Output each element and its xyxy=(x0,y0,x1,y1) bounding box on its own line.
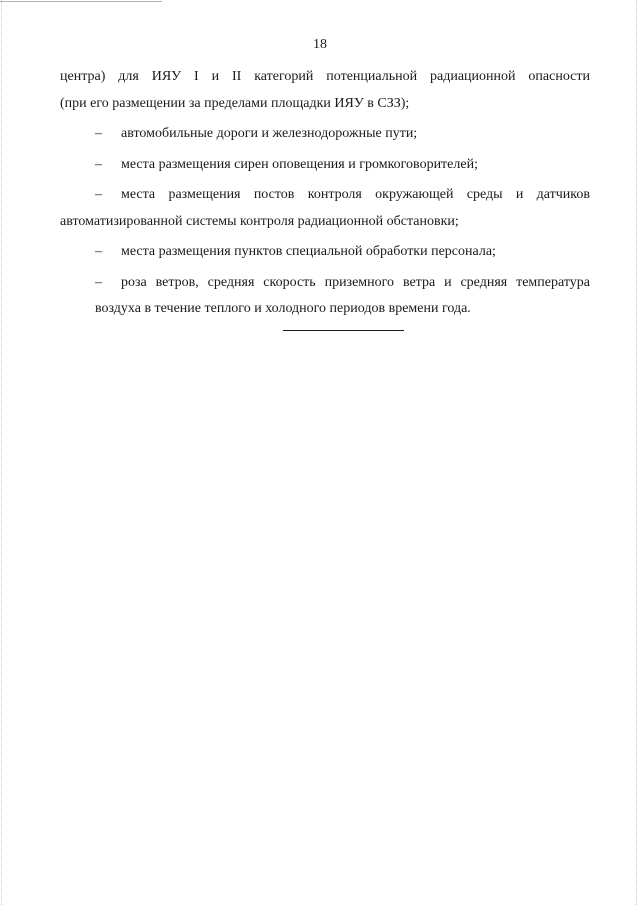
scan-edge-left xyxy=(1,0,2,905)
text-line: роза ветров, средняя скорость приземного ветра и средняя температура xyxy=(121,274,590,290)
list-item-sirens xyxy=(60,152,590,179)
list-item-wind-rose xyxy=(60,270,590,323)
list-item-decontamination xyxy=(60,239,590,266)
dash-marker: – xyxy=(95,156,102,172)
text-line: воздуха в течение теплого и холодного периодов времени года. xyxy=(95,301,471,316)
dash-marker: – xyxy=(95,244,102,259)
list-item-monitoring-posts xyxy=(60,182,590,235)
text-line: места размещения пунктов специальной обработки персонала; xyxy=(121,244,496,259)
text-line: центра) для ИЯУ I и II категорий потенциальной радиационной опасности xyxy=(60,69,590,84)
paragraph-continuation xyxy=(60,64,590,117)
dash-marker: – xyxy=(95,187,102,202)
text-line: места размещения постов контроля окружающей среды и датчиков xyxy=(121,187,590,202)
scan-edge-top xyxy=(0,1,162,2)
dash-marker: – xyxy=(95,274,102,290)
body-text xyxy=(60,64,590,323)
end-of-section-rule xyxy=(283,330,404,331)
text-line: автомобильные дороги и железнодорожные пути; xyxy=(121,126,418,141)
page-number: 18 xyxy=(313,37,327,52)
list-item-roads xyxy=(60,121,590,148)
text-line: автоматизированной системы контроля радиационной обстановки; xyxy=(60,213,459,229)
text-line: (при его размещении за пределами площадки ИЯУ в СЗЗ); xyxy=(60,95,410,111)
scan-edge-right xyxy=(636,0,637,905)
text-line: места размещения сирен оповещения и громкоговорителей; xyxy=(121,156,478,172)
dash-marker: – xyxy=(95,126,102,141)
